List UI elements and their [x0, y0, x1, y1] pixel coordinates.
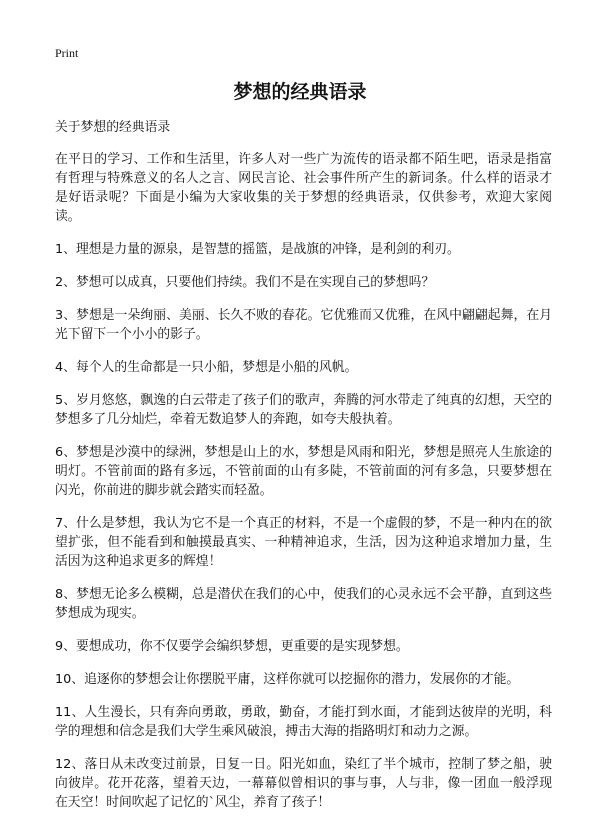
print-link[interactable]: Print	[55, 46, 79, 60]
quote-item-5: 5、岁月悠悠，飘逸的白云带走了孩子们的歌声，奔腾的河水带走了纯真的幻想，天空的梦想多了几分灿烂，牵着无数追梦人的奔跑，如夸夫般执着。	[55, 393, 552, 427]
article-subtitle: 关于梦想的经典语录	[55, 120, 171, 135]
article-body	[55, 118, 552, 826]
quote-item-10: 10、追逐你的梦想会让你摆脱平庸，这样你就可以挖掘你的潜力，发展你的才能。	[55, 672, 520, 687]
quote-item-4: 4、每个人的生命都是一只小船，梦想是小船的风帆。	[55, 360, 358, 375]
quote-item-1: 1、理想是力量的源泉，是智慧的摇篮，是战旗的冲锋，是利剑的利刃。	[55, 242, 460, 257]
quote-item-6: 6、梦想是沙漠中的绿洲，梦想是山上的水，梦想是风雨和阳光，梦想是照亮人生旅途的明灯。不管前面的路有多远，不管前面的山有多陡，不管前面的河有多急，只要梦想在闪光，你前进的脚步就会踏实而轻盈。	[55, 445, 552, 498]
quote-item-8: 8、梦想无论多么模糊，总是潜伏在我们的心中，使我们的心灵永远不会平静，直到这些梦想成为现实。	[55, 587, 552, 621]
quote-item-11: 11、人生漫长，只有奔向勇敢，勇敢，勤奋，才能打到水面，才能到达彼岸的光明，科学的理想和信念是我们大学生乘风破浪，搏击大海的指路明灯和动力之源。	[55, 705, 552, 739]
quote-item-2: 2、梦想可以成真，只要他们持续。我们不是在实现自己的梦想吗？	[55, 275, 435, 290]
intro-paragraph: 在平日的学习、工作和生活里，许多人对一些广为流传的语录都不陌生吧，语录是指富有哲理与特殊意义的名人之言、网民言论、社会事件所产生的新词条。什么样的语录才是好语录呢？下面是小编为大家收集的关于梦想的经典语录，仅供参考，欢迎大家阅读。	[55, 152, 552, 224]
quote-item-3: 3、梦想是一朵绚丽、美丽、长久不败的春花。它优雅而又优雅，在风中翩翩起舞，在月光下留下一个小小的影子。	[55, 308, 552, 342]
quote-item-7: 7、什么是梦想，我认为它不是一个真正的材料，不是一个虚假的梦，不是一种内在的欲望扩张，但不能看到和触摸最真实、一种精神追求，生活，因为这种追求增加力量，生活因为这种追求更多的辉煌！	[55, 516, 552, 569]
quote-item-9: 9、要想成功，你不仅要学会编织梦想，更重要的是实现梦想。	[55, 639, 409, 654]
quote-item-12: 12、落日从未改变过前景，日复一日。阳光如血，染红了半个城市，控制了梦之船，驶向彼岸。花开花落，望着天边，一幕幕似曾相识的事与事，人与非，像一团血一般浮现在天空！时间吹起了记忆的`风尘，养育了孩子！	[55, 757, 552, 810]
page-title: 梦想的经典语录	[233, 81, 367, 103]
